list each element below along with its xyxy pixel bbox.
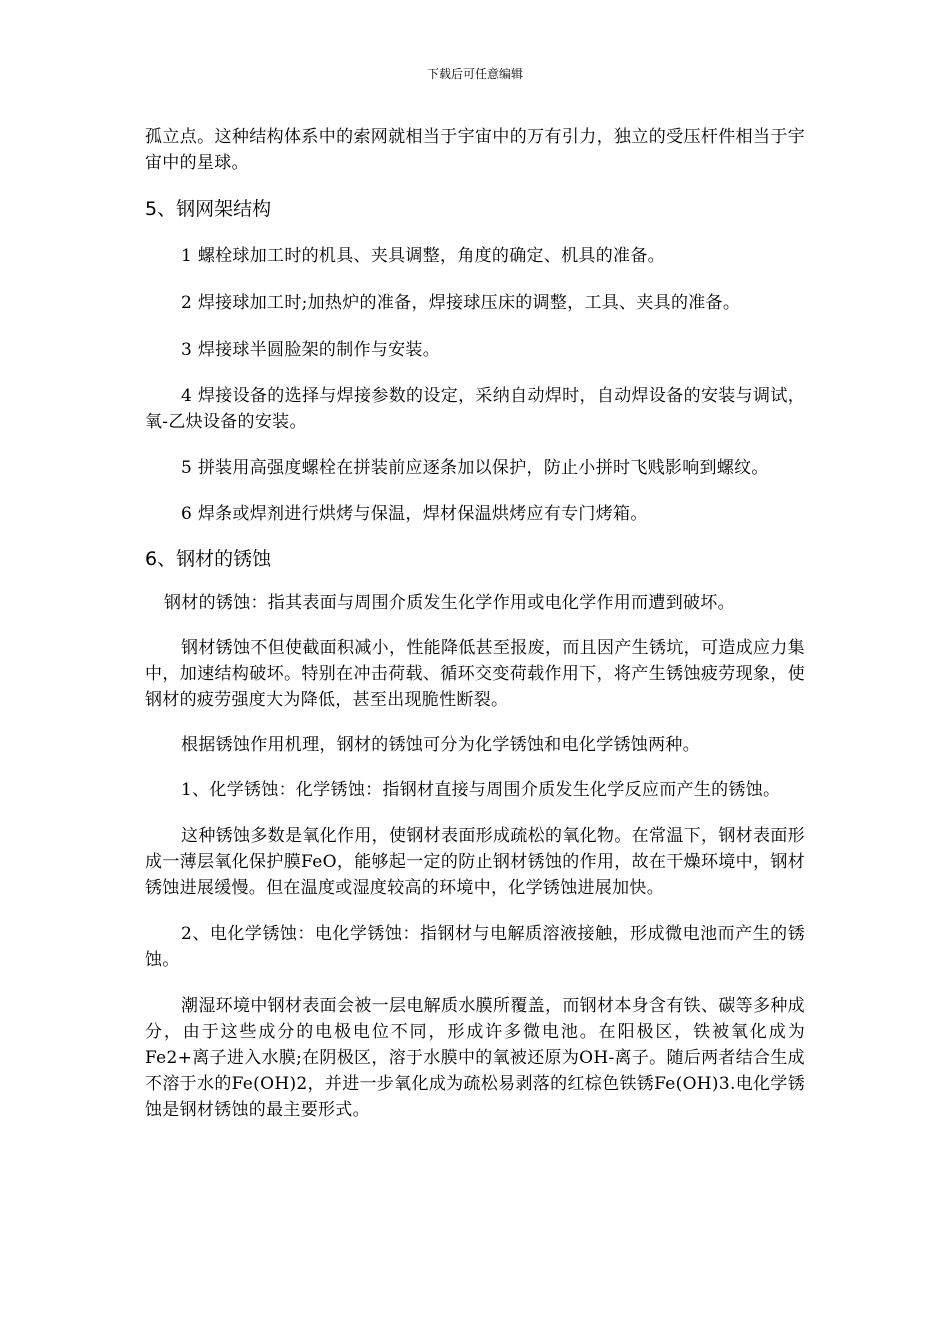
- section-heading-steel-grid: 5、钢网架结构: [145, 198, 272, 220]
- list-item-5: 5 拼装用高强度螺栓在拼装前应逐条加以保护，防止小拼时飞贱影响到螺纹。: [181, 458, 769, 478]
- paragraph-continuation: 孤立点。这种结构体系中的索网就相当于宇宙中的万有引力，独立的受压杆件相当于宇宙中的星球。: [145, 127, 805, 173]
- list-item-2: 2 焊接球加工时;加热炉的准备，焊接球压床的调整，工具、夹具的准备。: [181, 293, 741, 313]
- paragraph-effects: 钢材锈蚀不但使截面积减小，性能降低甚至报废，而且因产生锈坑，可造成应力集中，加速结构破坏。特别在冲击荷载、循环交变荷载作用下，将产生锈蚀疲劳现象，使钢材的疲劳强度大为降低，甚至出现脆性断裂。: [145, 638, 805, 710]
- paragraph-electrochemical-heading: 2、电化学锈蚀：电化学锈蚀：指钢材与电解质溶液接触，形成微电池而产生的锈蚀。: [145, 924, 805, 970]
- list-item-6: 6 焊条或焊剂进行烘烤与保温，焊材保温烘烤应有专门烤箱。: [181, 504, 648, 524]
- list-item-1: 1 螺栓球加工时的机具、夹具调整，角度的确定、机具的准备。: [181, 246, 665, 266]
- document-body: [145, 124, 805, 1123]
- paragraph-chemical-heading: 1、化学锈蚀：化学锈蚀：指钢材直接与周围介质发生化学反应而产生的锈蚀。: [181, 780, 781, 800]
- paragraph-chemical-detail: 这种锈蚀多数是氧化作用，使钢材表面形成疏松的氧化物。在常温下，钢材表面形成一薄层氧化保护膜FeO，能够起一定的防止钢材锈蚀的作用，故在干燥环境中，钢材锈蚀进展缓慢。但在温度或湿度较高的环境中，化学锈蚀进展加快。: [145, 826, 805, 898]
- paragraph-definition: 钢材的锈蚀：指其表面与周围介质发生化学作用或电化学作用而遭到破坏。: [164, 593, 735, 613]
- paragraph-classification: 根据锈蚀作用机理，钢材的锈蚀可分为化学锈蚀和电化学锈蚀两种。: [181, 735, 700, 755]
- paragraph-electrochemical-detail: 潮湿环境中钢材表面会被一层电解质水膜所覆盖，而钢材本身含有铁、碳等多种成分，由于这些成分的电极电位不同，形成许多微电池。在阳极区，铁被氧化成为Fe2+离子进入水膜;在阴极区，溶于水膜中的氧被还原为OH-离子。随后两者结合生成不溶于水的Fe(OH)2，并进一步氧化成为疏松易剥落的红棕色铁锈Fe(OH)3.电化学锈蚀是钢材锈蚀的最主要形式。: [145, 996, 805, 1120]
- section-heading-corrosion: 6、钢材的锈蚀: [145, 548, 272, 570]
- list-item-4: 4 焊接设备的选择与焊接参数的设定，采纳自动焊时，自动焊设备的安装与调试，氧-乙炔设备的安装。: [145, 386, 805, 432]
- page-header: 下载后可任意编辑: [426, 67, 523, 81]
- list-item-3: 3 焊接球半圆脸架的制作与安装。: [181, 340, 441, 360]
